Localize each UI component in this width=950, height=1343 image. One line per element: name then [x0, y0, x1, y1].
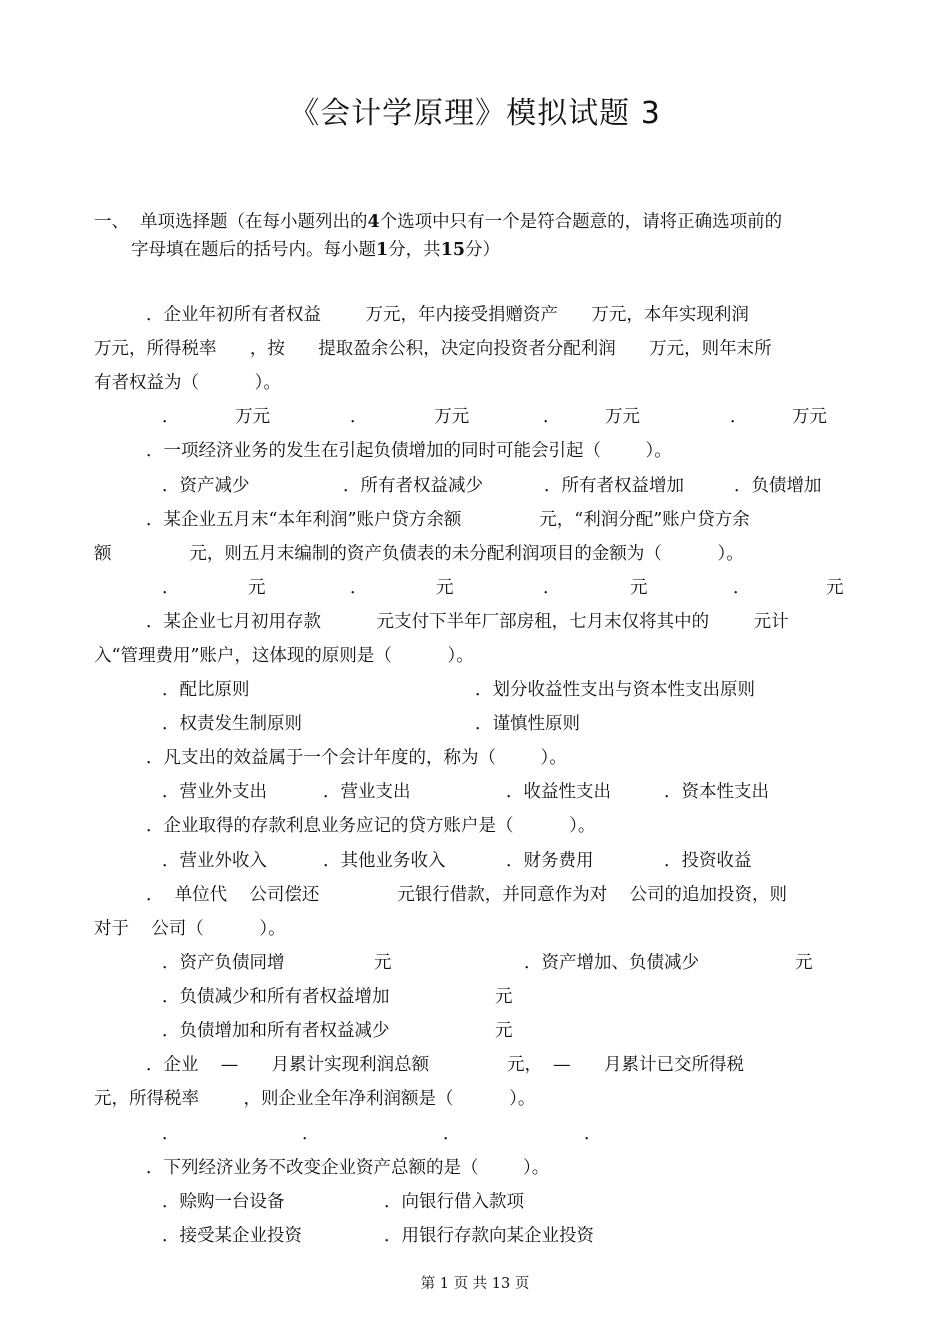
q6-option-b: ．其他业务收入 [323, 851, 446, 871]
q5-option-c: ．收益性支出 [506, 782, 611, 802]
q8-option-b: ． [302, 1124, 320, 1144]
q4-option-c: ．权责发生制原则 [162, 714, 302, 734]
question-6: ．企业取得的存款利息业务应记的贷方账户是（ ）。 [146, 816, 596, 836]
q1-option-b: ． 万元 [350, 407, 470, 427]
question-4-line1: ．某企业七月初用存款 元支付下半年厂部房租，七月末仅将其中的 元计 [146, 612, 789, 632]
q2-option-a: ．资产减少 [162, 476, 250, 496]
question-3-line1: ．某企业五月末“本年利润”账户贷方余额 元，“利润分配”账户贷方余 [146, 510, 750, 530]
heading-text-3: 字母填在题后的括号内。每小题 [131, 240, 376, 260]
q3-option-a-unit: 元 [248, 578, 266, 598]
q2-option-b: ．所有者权益减少 [343, 476, 483, 496]
q7-option-a: ．资产负债同增 [162, 953, 285, 973]
q3-option-d-unit: 元 [826, 578, 844, 598]
question-2: ．一项经济业务的发生在引起负债增加的同时可能会引起（ ）。 [146, 441, 672, 461]
q7-option-c-unit: 元 [495, 987, 513, 1007]
section-number: 一、 [94, 212, 129, 232]
question-4-line2: 入“管理费用”账户，这体现的原则是（ ）。 [94, 646, 474, 666]
q6-option-a: ．营业外收入 [162, 851, 267, 871]
question-3-line2: 额 元，则五月末编制的资产负债表的未分配利润项目的金额为（ ）。 [94, 544, 744, 564]
q7-option-d-unit: 元 [495, 1021, 513, 1041]
q6-option-c: ．财务费用 [506, 851, 594, 871]
q9-option-d: ．用银行存款向某企业投资 [384, 1226, 594, 1246]
question-5: ．凡支出的效益属于一个会计年度的，称为（ ）。 [146, 748, 567, 768]
q4-option-b: ．划分收益性支出与资本性支出原则 [475, 680, 755, 700]
q5-option-a: ．营业外支出 [162, 782, 267, 802]
q8-option-a: ． [162, 1124, 180, 1144]
heading-text-5: 分） [465, 240, 501, 260]
question-8-line2: 元，所得税率 ，则企业全年净利润额是（ ）。 [94, 1089, 536, 1109]
section-heading [140, 210, 782, 234]
q9-option-a: ．赊购一台设备 [162, 1192, 285, 1212]
q3-option-c-unit: 元 [630, 578, 648, 598]
q9-option-c: ．接受某企业投资 [162, 1226, 302, 1246]
q7-option-b: ．资产增加、负债减少 [524, 953, 699, 973]
heading-count: 4 [367, 212, 380, 232]
page-footer: 第 1 页 共 13 页 [420, 1276, 530, 1292]
q7-option-d: ．负债增加和所有者权益减少 [162, 1021, 390, 1041]
q7-option-b-unit: 元 [795, 953, 813, 973]
q9-option-b: ．向银行借入款项 [384, 1192, 524, 1212]
q4-option-d: ．谨慎性原则 [475, 714, 580, 734]
heading-score: 1 [376, 240, 389, 260]
question-7-line2: 对于 公司（ ）。 [94, 919, 286, 939]
q8-option-c: ． [443, 1124, 461, 1144]
question-1-line2: 万元，所得税率 ，按 提取盈余公积，决定向投资者分配利润 万元，则年末所 [94, 339, 772, 359]
q1-option-d: ． 万元 [730, 407, 828, 427]
heading-text-4: 分，共 [388, 240, 441, 260]
question-9: ．下列经济业务不改变企业资产总额的是（ ）。 [146, 1158, 550, 1178]
q4-option-a: ．配比原则 [162, 680, 250, 700]
question-8-line1: ．企业 — 月累计实现利润总额 元， — 月累计已交所得税 [146, 1055, 745, 1075]
q1-option-a: ． 万元 [162, 407, 271, 427]
question-1-line3: 有者权益为（ ）。 [94, 373, 281, 393]
q2-option-d: ．负债增加 [734, 476, 822, 496]
q1-option-c: ． 万元 [543, 407, 641, 427]
page-title: 《会计学原理》模拟试题 3 [289, 96, 661, 131]
q7-option-a-unit: 元 [374, 953, 392, 973]
q3-option-b-unit: 元 [436, 578, 454, 598]
section-heading-line2 [131, 238, 500, 262]
q6-option-d: ．投资收益 [664, 851, 752, 871]
heading-text: 单项选择题（在每小题列出的 [140, 212, 368, 232]
heading-total: 15 [440, 240, 466, 260]
q3-option-b: ． [350, 578, 368, 598]
q2-option-c: ．所有者权益增加 [544, 476, 684, 496]
heading-text-2: 个选项中只有一个是符合题意的，请将正确选项前的 [379, 212, 783, 232]
question-7-line1: ． 单位代 公司偿还 元银行借款，并同意作为对 公司的追加投资，则 [146, 885, 788, 905]
question-1-line1: ．企业年初所有者权益 万元，年内接受捐赠资产 万元，本年实现利润 [146, 305, 749, 325]
q3-option-c: ． [543, 578, 561, 598]
q7-option-c: ．负债减少和所有者权益增加 [162, 987, 390, 1007]
q5-option-b: ．营业支出 [323, 782, 411, 802]
q3-option-a: ． [162, 578, 180, 598]
q8-option-d: ． [584, 1124, 602, 1144]
q5-option-d: ．资本性支出 [664, 782, 769, 802]
q3-option-d: ． [733, 578, 751, 598]
